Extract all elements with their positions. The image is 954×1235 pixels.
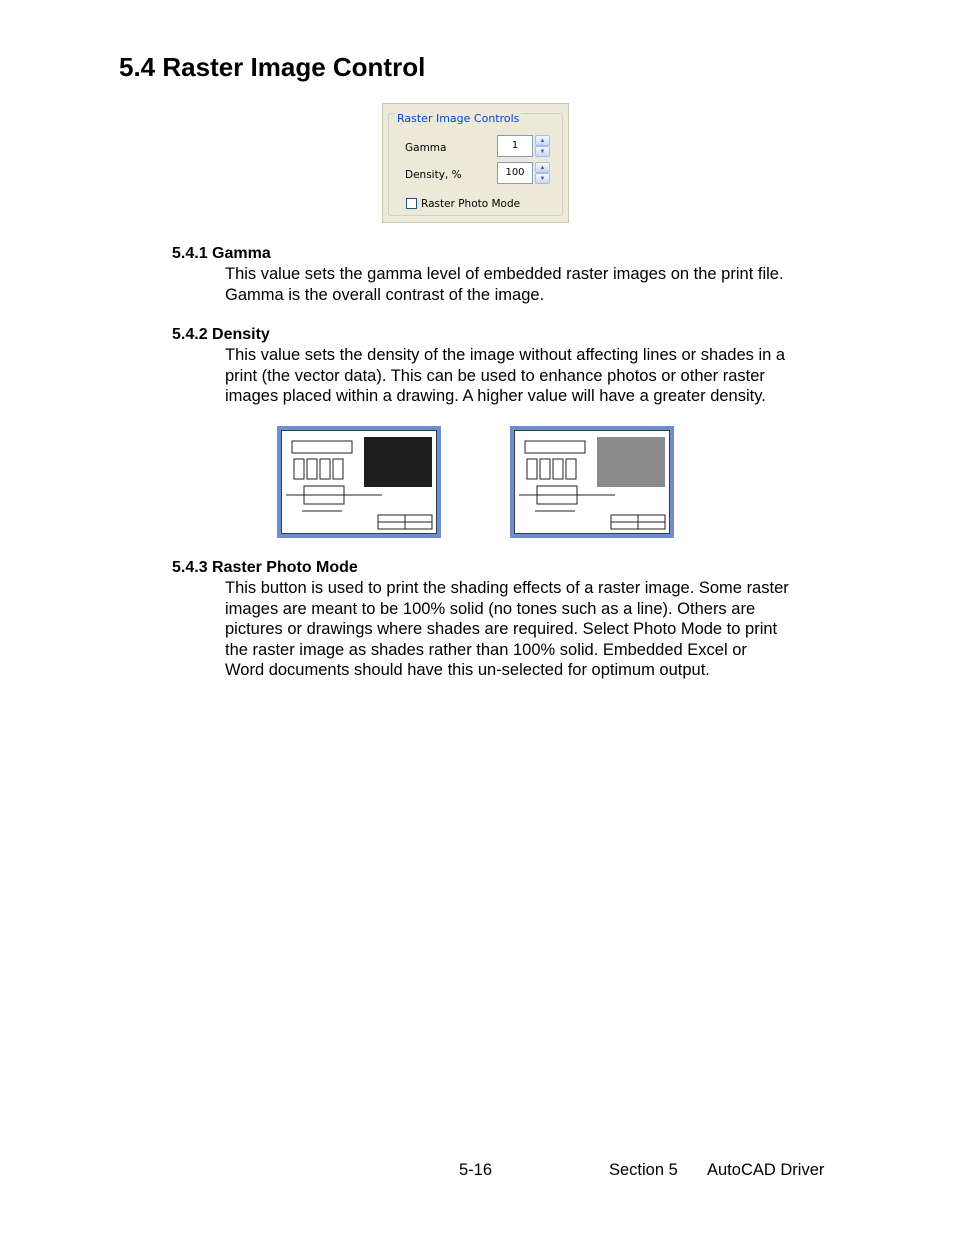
page-number: 5-16 [459,1161,493,1179]
spin-down-icon[interactable]: ▼ [535,173,550,184]
drawing-preview [515,431,669,533]
density-input[interactable]: 100 [497,162,533,184]
density-spinner [535,162,550,184]
text-line: print (the vector data). This can be used to enhance photos or other raster [225,366,765,385]
text-line: Word documents should have this un-selected for optimum output. [225,661,710,679]
photo-mode-checkbox[interactable] [406,198,417,209]
raster-photo [364,437,432,487]
density-high-thumbnail [510,426,674,538]
section-heading-photo-mode: 5.4.3 Raster Photo Mode [172,559,358,576]
photo-mode-label: Raster Photo Mode [421,198,521,210]
raster-image-controls-group [388,113,563,216]
text-line: This button is used to print the shading effects of a raster image. Some raster [225,579,789,597]
section-heading-density: 5.4.2 Density [172,326,270,343]
footer-chapter: AutoCAD Driver [707,1161,825,1179]
text-line: images placed within a drawing. A higher value will have a greater density. [225,387,766,405]
raster-photo [597,437,665,487]
text-line: images are meant to be 100% solid (no tones such as a line). Others are [225,599,756,618]
section-body-gamma [225,264,835,305]
text-line: This value sets the gamma level of embedded raster images on the print file. [225,265,784,283]
spin-up-icon[interactable]: ▲ [535,162,550,173]
section-body-photo-mode [225,578,835,681]
section-heading-gamma: 5.4.1 Gamma [172,245,271,262]
density-low-thumbnail [277,426,441,538]
spin-up-icon[interactable]: ▲ [535,135,550,146]
drawing-preview [282,431,436,533]
gamma-label: Gamma [405,142,447,154]
text-line: the raster image as shades rather than 100% solid. Embedded Excel or [225,640,747,659]
page-title: 5.4 Raster Image Control [119,52,426,82]
density-label: Density, % [405,169,462,181]
section-body-density [225,345,835,407]
gamma-spinner [535,135,550,157]
text-line: Gamma is the overall contrast of the image. [225,285,545,304]
footer-section: Section 5 [609,1161,678,1179]
group-title: Raster Image Controls [397,112,520,125]
gamma-input[interactable]: 1 [497,135,533,157]
text-line: pictures or drawings where shades are required. Select Photo Mode to print [225,620,778,638]
raster-image-controls-dialog [382,103,569,223]
spin-down-icon[interactable]: ▼ [535,146,550,157]
text-line: This value sets the density of the image without affecting lines or shades in a [225,346,786,364]
